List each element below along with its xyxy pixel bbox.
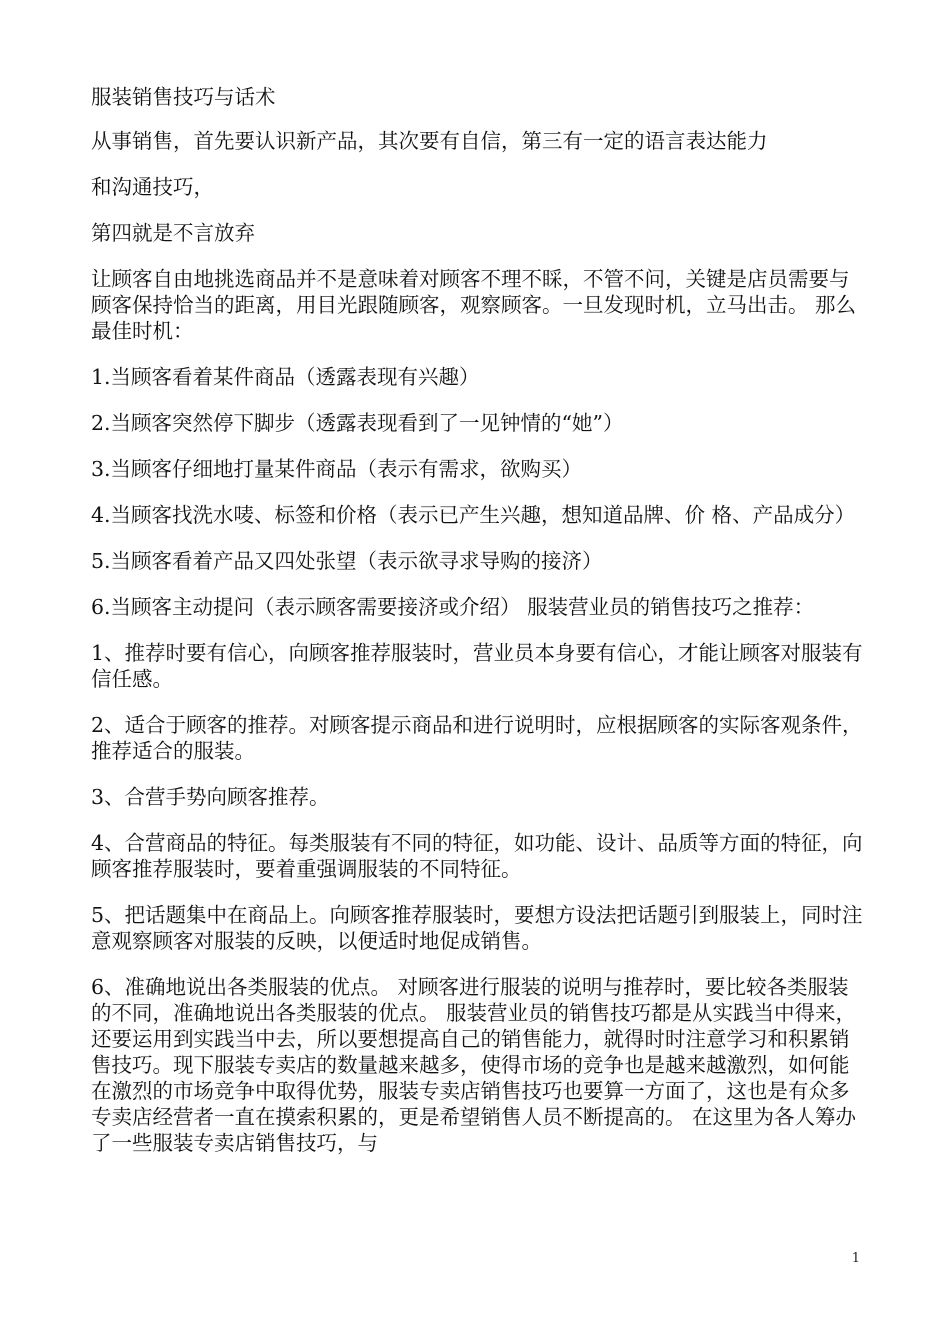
list-item-timing-3: 3.当顾客仔细地打量某件商品（表示有需求，欲购买） <box>91 457 583 481</box>
paragraph-fourth: 第四就是不言放弃 <box>91 221 255 245</box>
list-item-recommend-4: 4、合营商品的特征。每类服装有不同的特征，如功能、设计、品质等方面的特征，向顾客推荐服装时，要着重强调服装的不同特征。 <box>91 831 863 881</box>
list-item-recommend-3: 3、合营手势向顾客推荐。 <box>91 785 330 809</box>
list-item-recommend-6: 6、准确地说出各类服装的优点。 对顾客进行服装的说明与推荐时，要比较各类服装的不同，准确地说出各类服装的优点。 服装营业员的销售技巧都是从实践当中得来，还要运用到实践当中去，所以要想提高自己的销售能力，就得时时注意学习和积累销售技巧。现下服装专卖店的数量越来越多，使得市场的竞争也是越来越激烈，如何能在激烈的市场竞争中取得优势，服装专卖店销售技巧也要算一方面了，这也是有众多专卖店经营者一直在摸索积累的，更是希望销售人员不断提高的。 在这里为各人筹办了一些服装专卖店销售技巧，与 <box>91 975 857 1155</box>
list-item-timing-1: 1.当顾客看着某件商品（透露表现有兴趣） <box>91 365 480 389</box>
list-item-recommend-5: 5、把话题集中在商品上。向顾客推荐服装时，要想方设法把话题引到服装上，同时注意观察顾客对服装的反映，以便适时地促成销售。 <box>91 903 863 953</box>
list-item-timing-4: 4.当顾客找洗水唛、标签和价格（表示已产生兴趣，想知道品牌、价 格、产品成分） <box>91 503 856 527</box>
list-item-timing-6: 6.当顾客主动提问（表示顾客需要接济或介绍） 服装营业员的销售技巧之推荐： <box>91 595 815 619</box>
list-item-recommend-1: 1、推荐时要有信心，向顾客推荐服装时，营业员本身要有信心，才能让顾客对服装有信任感。 <box>91 641 863 691</box>
page-number: 1 <box>851 1251 860 1266</box>
document-body <box>91 84 863 1176</box>
list-item-timing-2: 2.当顾客突然停下脚步（透露表现看到了一见钟情的“她”） <box>91 411 624 435</box>
paragraph-timing: 让顾客自由地挑选商品并不是意味着对顾客不理不睬，不管不问，关键是店员需要与顾客保持恰当的距离，用目光跟随顾客，观察顾客。一旦发现时机，立马出击。 那么最佳时机： <box>91 267 857 343</box>
document-title: 服装销售技巧与话术 <box>91 85 276 109</box>
paragraph-intro: 从事销售，首先要认识新产品，其次要有自信，第三有一定的语言表达能力 <box>91 129 768 153</box>
paragraph-intro-cont: 和沟通技巧， <box>91 175 214 199</box>
list-item-recommend-2: 2、适合于顾客的推荐。对顾客提示商品和进行说明时，应根据顾客的实际客观条件，推荐适合的服装。 <box>91 713 863 763</box>
list-item-timing-5: 5.当顾客看着产品又四处张望（表示欲寻求导购的接济） <box>91 549 603 573</box>
